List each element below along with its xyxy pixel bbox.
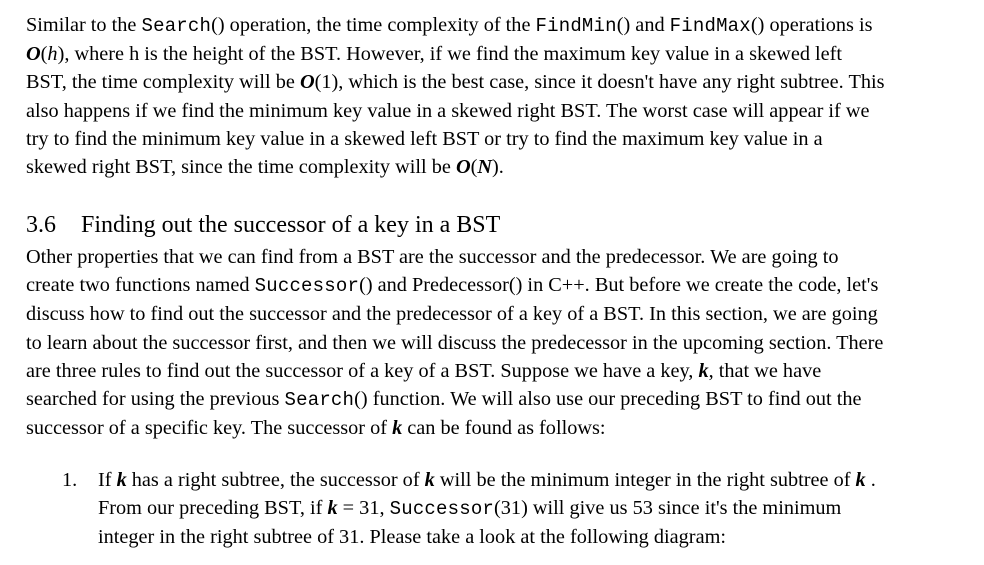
text: BST, the time complexity will be [26,71,300,94]
intro-line [26,11,966,40]
big-o: O [299,71,315,94]
text: From our preceding BST, if [98,497,328,520]
text: ( [40,43,48,66]
section-number: 3.6 [26,212,56,238]
body-line: discuss how to find out the successor and the predecessor of a key of a BST. In this section, we are going [26,303,878,326]
big-o: O [455,156,471,179]
body-line: Other properties that we can find from a BST are the successor and the predecessor. We are going to [26,246,839,268]
intro-line [26,68,966,96]
intro-paragraph [26,11,966,181]
body-line [26,357,966,385]
intro-line: try to find the minimum key value in a skewed left BST or try to find the maximum key value in a [26,127,823,150]
code-successor: Successor [254,275,360,298]
text: ), where h is the height of the BST. However, if we find the maximum key value in a skewed left [57,43,843,66]
code-findmin: FindMin [535,15,617,37]
var-k: k [424,469,435,491]
text: (31) will give us 53 since it's the minimum [494,497,842,520]
var-h: h [47,43,58,66]
list-line [98,466,876,494]
code-search: Search [141,15,212,37]
text: can be found as follows: [402,417,606,440]
body-paragraph [26,243,966,442]
text: , that we have [708,359,822,382]
body-line [26,385,966,414]
code-successor: Successor [389,498,495,521]
list-line [98,494,876,523]
text: ). [492,156,504,179]
text: . [865,469,876,491]
var-k: k [327,497,338,520]
text: If [98,469,117,491]
text: searched for using the previous [26,388,285,411]
text: are three rules to find out the successor of a key of a BST. Suppose we have a key, [26,359,699,382]
list-line: integer in the right subtree of 31. Please take a look at the following diagram: [98,526,726,549]
text: () operations is [750,14,873,36]
text: skewed right BST, since the time complexity will be [26,156,456,179]
section-title: Finding out the successor of a key in a BST [81,212,501,238]
text: successor of a specific key. The successor of [26,417,393,440]
text: (1), which is the best case, since it doesn't have any right subtree. This [314,71,885,94]
text: will be the minimum integer in the right subtree of [434,469,856,491]
section-heading [26,210,500,240]
var-n: N [477,156,493,179]
var-k: k [698,359,709,382]
text: ( [470,156,478,179]
intro-line [26,40,966,68]
text: has a right subtree, the successor of [126,469,425,491]
code-findmax: FindMax [669,15,751,37]
text: Similar to the [26,14,142,36]
text: () operation, the time complexity of the [211,14,536,36]
list-marker: 1. [62,469,78,491]
big-o: O [26,43,41,66]
text: () function. We will also use our preceding BST to find out the [354,388,862,411]
text: = 31, [337,497,390,520]
text: () and [616,14,670,36]
body-line: to learn about the successor first, and then we will discuss the predecessor in the upcoming section. There [26,331,884,354]
var-k: k [392,417,403,440]
intro-line [26,153,966,181]
text: create two functions named [26,274,255,297]
intro-line: also happens if we find the minimum key value in a skewed right BST. The worst case will appear if we [26,99,870,122]
body-line [26,414,966,442]
body-line [26,271,966,300]
text: () and Predecessor() in C++. But before we create the code, let's [359,274,879,297]
var-k: k [116,469,127,491]
list-item-body [98,466,876,552]
code-search: Search [284,389,355,412]
var-k: k [855,469,866,491]
